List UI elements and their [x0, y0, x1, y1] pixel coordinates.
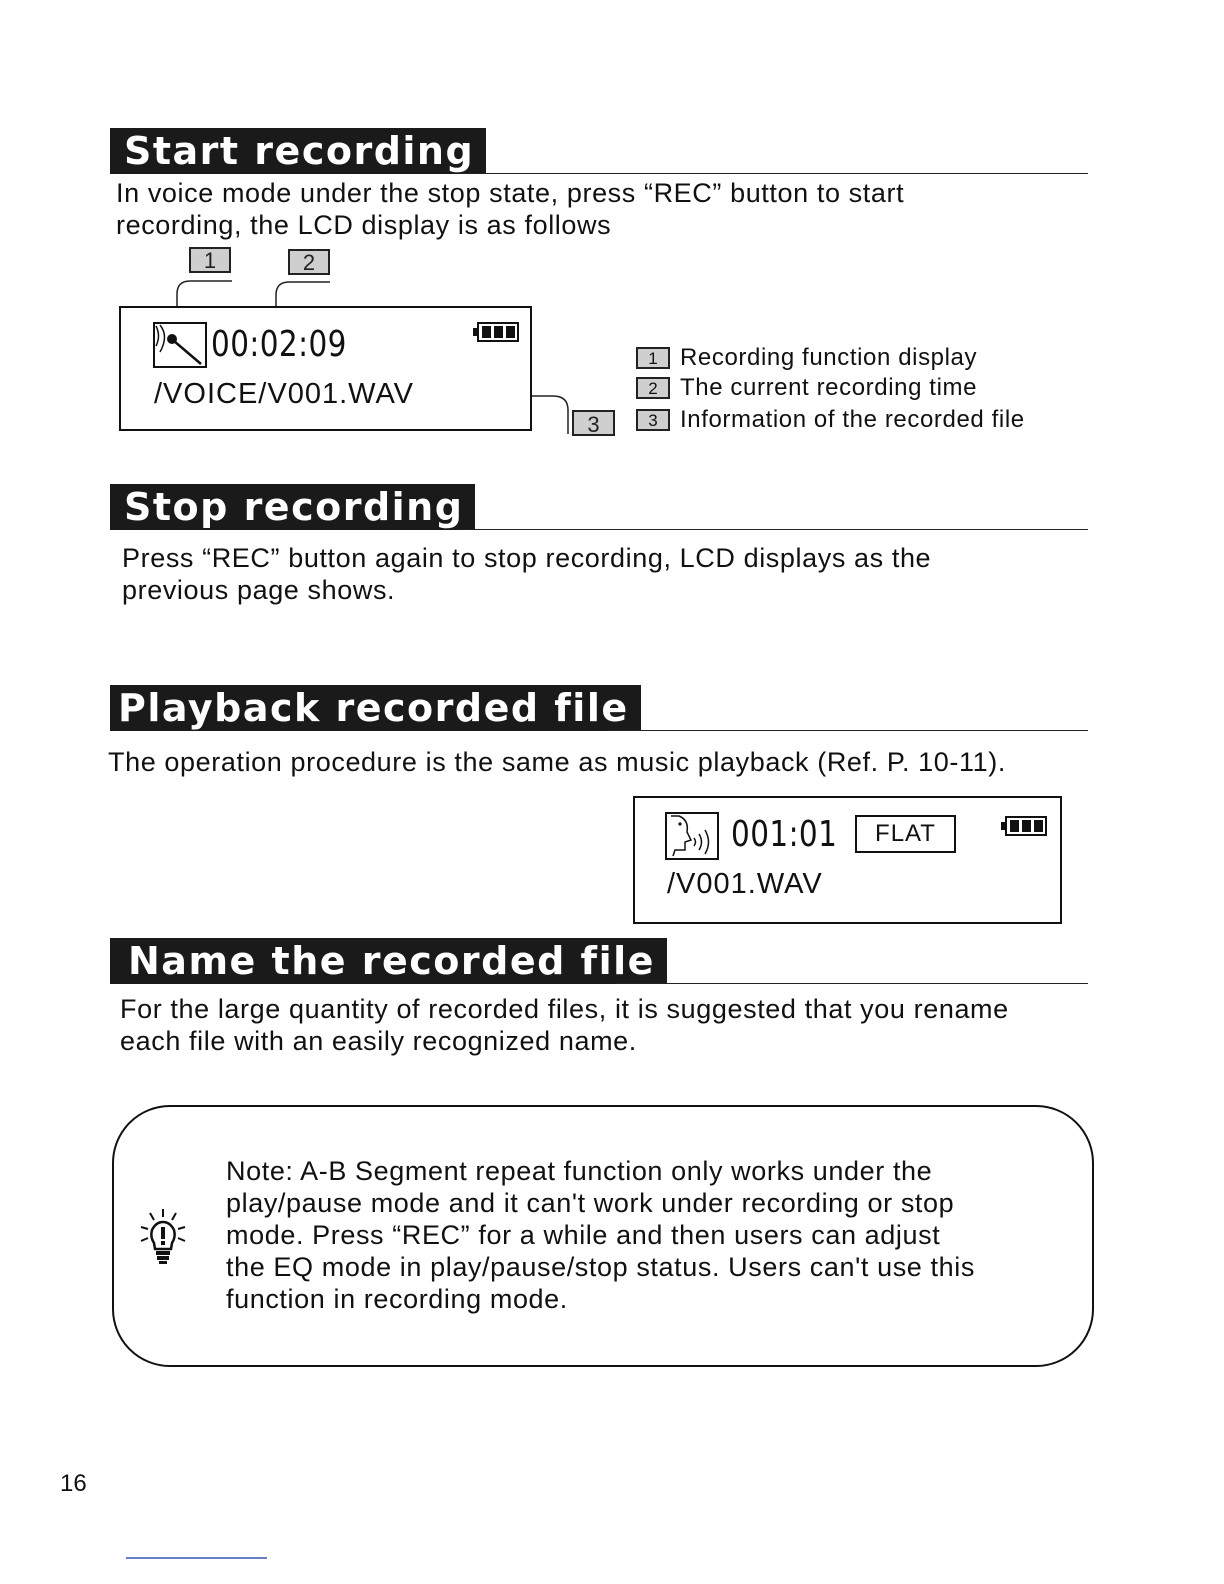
section-title: Playback recorded file — [110, 685, 641, 731]
section-header-playback — [110, 685, 1088, 731]
section-rule — [606, 730, 1088, 731]
playback-file-path: /V001.WAV — [667, 868, 823, 900]
section-rule — [462, 529, 1088, 530]
battery-icon — [477, 322, 519, 342]
voice-playback-icon — [665, 812, 719, 865]
name-file-text-line1: For the large quantity of recorded files, it is suggested that you rename — [120, 994, 1009, 1024]
section-rule — [616, 983, 1088, 984]
note-line-2: play/pause mode and it can't work under recording or stop — [226, 1188, 955, 1218]
playback-lcd-display — [633, 796, 1062, 924]
recording-time: 00:02:09 — [211, 324, 347, 365]
note-line-5: function in recording mode. — [226, 1284, 568, 1314]
note-text — [226, 1155, 975, 1315]
playback-track-time: 001:01 — [731, 814, 838, 855]
legend-number: 2 — [636, 377, 670, 399]
stop-recording-text-line2: previous page shows. — [122, 575, 396, 605]
legend-text: Recording function display — [680, 344, 978, 371]
legend-text: Information of the recorded file — [680, 406, 1025, 433]
recording-file-path: /VOICE/V001.WAV — [154, 378, 414, 410]
start-recording-text-line1: In voice mode under the stop state, press “REC” button to start — [116, 178, 905, 208]
section-title: Start recording — [110, 128, 486, 174]
section-title: Name the recorded file — [110, 938, 667, 984]
battery-icon — [1005, 816, 1047, 836]
note-line-1: Note: A-B Segment repeat function only works under the — [226, 1156, 933, 1186]
note-box — [112, 1105, 1094, 1367]
note-line-4: the EQ mode in play/pause/stop status. Users can't use this — [226, 1252, 975, 1282]
section-title: Stop recording — [110, 484, 475, 530]
record-mic-icon — [153, 322, 207, 373]
callout-3: 3 — [572, 410, 615, 436]
callout-2: 2 — [288, 249, 330, 275]
callout-1: 1 — [189, 247, 231, 273]
name-file-text-line2: each file with an easily recognized name. — [120, 1026, 637, 1056]
eq-mode-badge: FLAT — [855, 815, 956, 853]
note-line-3: mode. Press “REC” for a while and then users can adjust — [226, 1220, 941, 1250]
lightbulb-icon — [138, 1207, 190, 1270]
playback-text: The operation procedure is the same as music playback (Ref. P. 10-11). — [108, 747, 1006, 777]
legend-number: 3 — [636, 409, 670, 431]
page-number: 16 — [60, 1470, 87, 1497]
section-header-stop-recording — [110, 484, 1088, 530]
start-recording-text-line2: recording, the LCD display is as follows — [116, 210, 612, 240]
stop-recording-text-line1: Press “REC” button again to stop recording, LCD displays as the — [122, 543, 932, 573]
footer-divider — [126, 1557, 267, 1559]
legend-text: The current recording time — [680, 374, 978, 401]
recording-lcd-display — [119, 306, 532, 431]
legend-number: 1 — [636, 347, 670, 369]
section-header-name-file — [110, 938, 1088, 984]
